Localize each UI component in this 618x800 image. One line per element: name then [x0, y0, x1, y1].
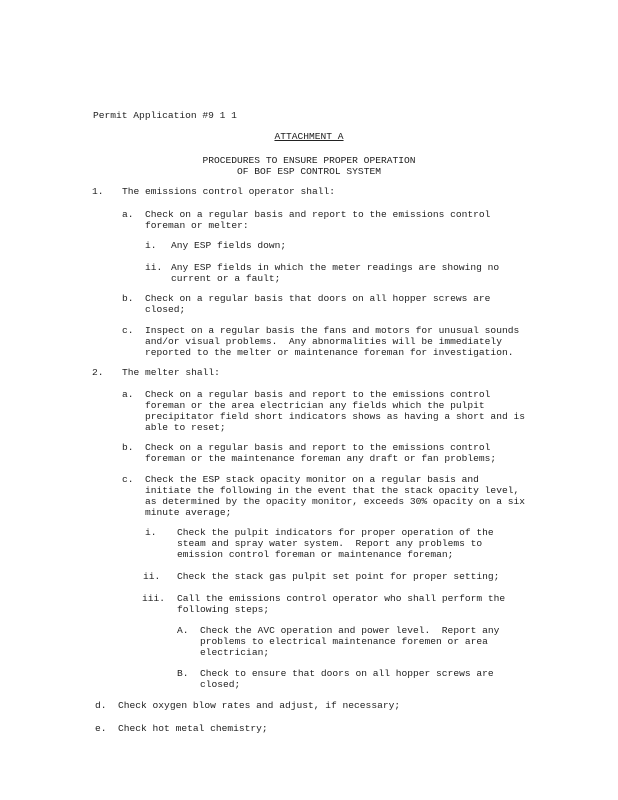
s1a-line1: Check on a regular basis and report to the emissions control — [145, 209, 491, 220]
s2b-line1: Check on a regular basis and report to the emissions control — [145, 442, 491, 453]
s2c-line4: minute average; — [145, 507, 232, 518]
s2a-line4: able to reset; — [145, 422, 226, 433]
s2b-letter: b. — [122, 442, 134, 453]
s2c-iii-line2: following steps; — [177, 604, 270, 615]
s2e-letter: e. — [95, 723, 107, 734]
s1a-ii-line2: current or a fault; — [171, 273, 281, 284]
s2a-line3: precipitator field short indicators shows as having a short and is — [145, 411, 525, 422]
procedure-title-line1: PROCEDURES TO ENSURE PROPER OPERATION — [202, 155, 416, 166]
s1b-line2: closed; — [145, 304, 186, 315]
s1a-i-number: i. — [145, 240, 157, 251]
s2c-iii-line1: Call the emissions control operator who shall perform the — [177, 593, 506, 604]
s1b-line1: Check on a regular basis that doors on all hopper screws are — [145, 293, 491, 304]
permit-header: Permit Application #9 1 1 — [93, 110, 237, 121]
s2c-iii-A-letter: A. — [177, 625, 189, 636]
s2c-i-line1: Check the pulpit indicators for proper operation of the — [177, 527, 494, 538]
s1a-ii-number: ii. — [145, 262, 163, 273]
s2c-line1: Check the ESP stack opacity monitor on a regular basis and — [145, 474, 479, 485]
s1b-letter: b. — [122, 293, 134, 304]
s2c-line3: as determined by the opacity monitor, exceeds 30% opacity on a six — [145, 496, 525, 507]
s1c-line3: reported to the melter or maintenance foreman for investigation. — [145, 347, 514, 358]
s2c-iii-B-line2: closed; — [200, 679, 241, 690]
s2c-line2: initiate the following in the event that the stack opacity level, — [145, 485, 520, 496]
s2c-i-number: i. — [145, 527, 157, 538]
s2c-iii-A-line1: Check the AVC operation and power level. Report any — [200, 625, 500, 636]
attachment-title: ATTACHMENT A — [274, 131, 344, 142]
s2e-text: Check hot metal chemistry; — [118, 723, 268, 734]
section1-number: 1. — [92, 186, 104, 197]
s1c-letter: c. — [122, 325, 134, 336]
s2c-iii-B-letter: B. — [177, 668, 189, 679]
procedure-title-line2: OF BOF ESP CONTROL SYSTEM — [237, 166, 381, 177]
s2b-line2: foreman or the maintenance foreman any draft or fan problems; — [145, 453, 497, 464]
s2a-letter: a. — [122, 389, 134, 400]
s1a-i-text: Any ESP fields down; — [171, 240, 287, 251]
s2d-letter: d. — [95, 700, 107, 711]
s1a-line2: foreman or melter: — [145, 220, 249, 231]
s1c-line1: Inspect on a regular basis the fans and motors for unusual sounds — [145, 325, 520, 336]
section2-number: 2. — [92, 367, 104, 378]
s1a-ii-line1: Any ESP fields in which the meter readings are showing no — [171, 262, 500, 273]
s2a-line1: Check on a regular basis and report to the emissions control — [145, 389, 491, 400]
s2c-letter: c. — [122, 474, 134, 485]
s2c-iii-number: iii. — [142, 593, 166, 604]
s2c-i-line2: steam and spray water system. Report any problems to — [177, 538, 483, 549]
s2c-iii-A-line2: problems to electrical maintenance foremen or area — [200, 636, 488, 647]
s2c-i-line3: emission control foreman or maintenance foreman; — [177, 549, 454, 560]
s2c-iii-A-line3: electrician; — [200, 647, 270, 658]
s2c-ii-number: ii. — [143, 571, 161, 582]
s1a-letter: a. — [122, 209, 134, 220]
s2c-iii-B-line1: Check to ensure that doors on all hopper screws are — [200, 668, 494, 679]
section1-heading: The emissions control operator shall: — [122, 186, 336, 197]
s2d-text: Check oxygen blow rates and adjust, if necessary; — [118, 700, 401, 711]
s1c-line2: and/or visual problems. Any abnormalities will be immediately — [145, 336, 502, 347]
section2-heading: The melter shall: — [122, 367, 220, 378]
s2c-ii-text: Check the stack gas pulpit set point for proper setting; — [177, 571, 500, 582]
s2a-line2: foreman or the area electrician any fields which the pulpit — [145, 400, 485, 411]
